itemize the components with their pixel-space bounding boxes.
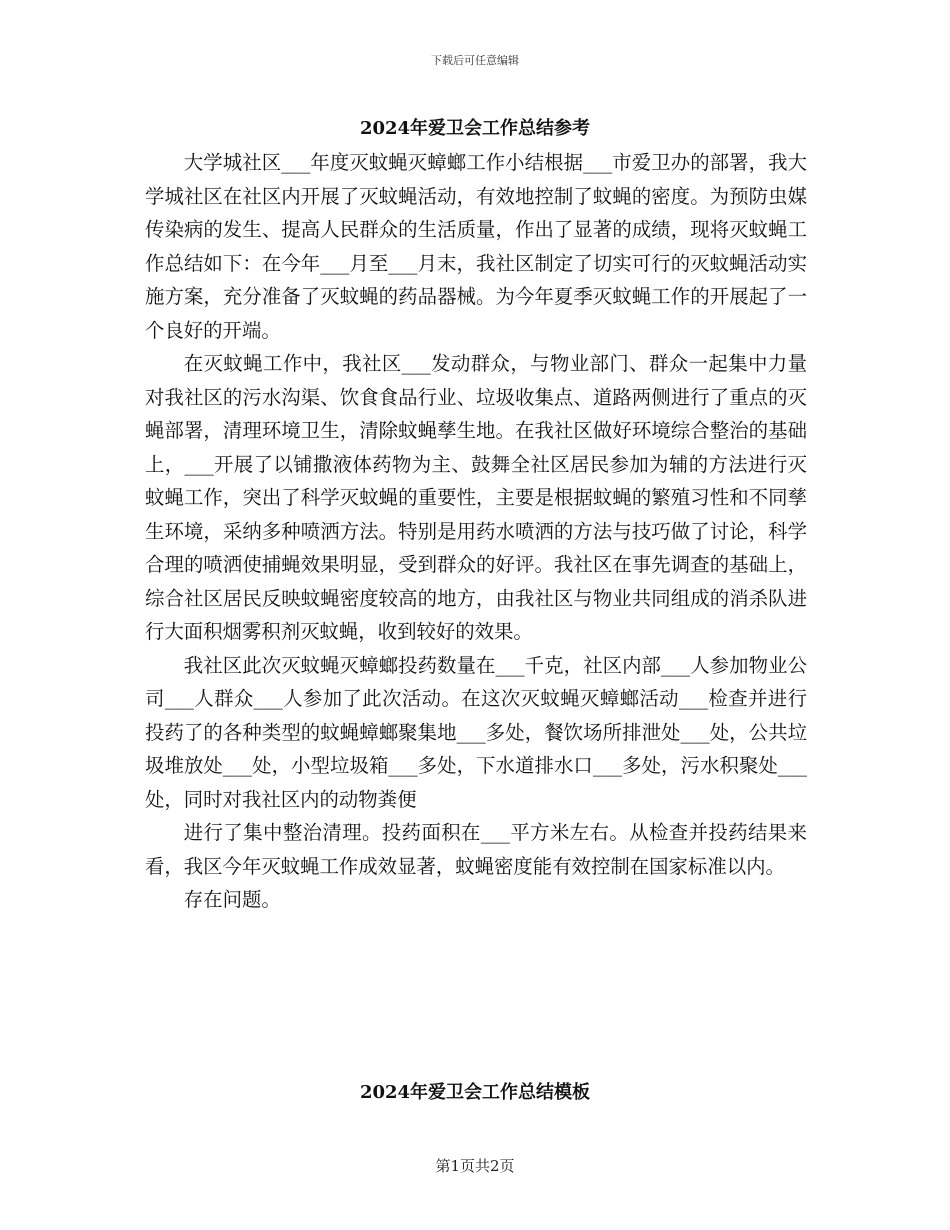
paragraph-4: 进行了集中整治清理。投药面积在___平方米左右。从检查并投药结果来看，我区今年灭蚊蝇工作成效显著，蚊蝇密度能有效控制在国家标准以内。 xyxy=(145,821,807,878)
header-note: 下载后可任意编辑 xyxy=(431,54,519,67)
second-document-title: 2024年爱卫会工作总结模板 xyxy=(359,1082,591,1103)
page-footer: 第1页共2页 xyxy=(435,1157,515,1175)
paragraph-3: 我社区此次灭蚊蝇灭蟑螂投药数量在___千克，社区内部___人参加物业公司___人群众___人参加了此次活动。在这次灭蚊蝇灭蟑螂活动___检查并进行投药了的各种类型的蚊蝇蟑螂聚集地___多处，餐饮场所排泄处___处，公共垃圾堆放处___处，小型垃圾箱___多处，下水道排水口___多处，污水积聚处___处，同时对我社区内的动物粪便 xyxy=(145,653,807,811)
document-title: 2024年爱卫会工作总结参考 xyxy=(359,118,591,139)
paragraph-1: 大学城社区___年度灭蚊蝇灭蟑螂工作小结根据___市爱卫办的部署，我大学城社区在社区内开展了灭蚊蝇活动，有效地控制了蚊蝇的密度。为预防虫媒传染病的发生、提高人民群众的生活质量，作出了显著的成绩，现将灭蚊蝇工作总结如下：在今年___月至___月末，我社区制定了切实可行的灭蚊蝇活动实施方案，充分准备了灭蚊蝇的药品器械。为今年夏季灭蚊蝇工作的开展起了一个良好的开端。 xyxy=(145,151,807,342)
document-body xyxy=(145,146,807,917)
paragraph-2: 在灭蚊蝇工作中，我社区___发动群众，与物业部门、群众一起集中力量对我社区的污水沟渠、饮食食品行业、垃圾收集点、道路两侧进行了重点的灭蝇部署，清理环境卫生，清除蚊蝇孳生地。在我社区做好环境综合整治的基础上，___开展了以铺撒液体药物为主、鼓舞全社区居民参加为辅的方法进行灭蚊蝇工作，突出了科学灭蚊蝇的重要性，主要是根据蚊蝇的繁殖习性和不同孳生环境，采纳多种喷洒方法。特别是用药水喷洒的方法与技巧做了讨论，科学合理的喷洒使捕蝇效果明显，受到群众的好评。我社区在事先调查的基础上，综合社区居民反映蚊蝇密度较高的地方，由我社区与物业共同组成的消杀队进行大面积烟雾积剂灭蚊蝇，收到较好的效果。 xyxy=(145,352,807,643)
paragraph-5: 存在问题。 xyxy=(183,888,281,911)
